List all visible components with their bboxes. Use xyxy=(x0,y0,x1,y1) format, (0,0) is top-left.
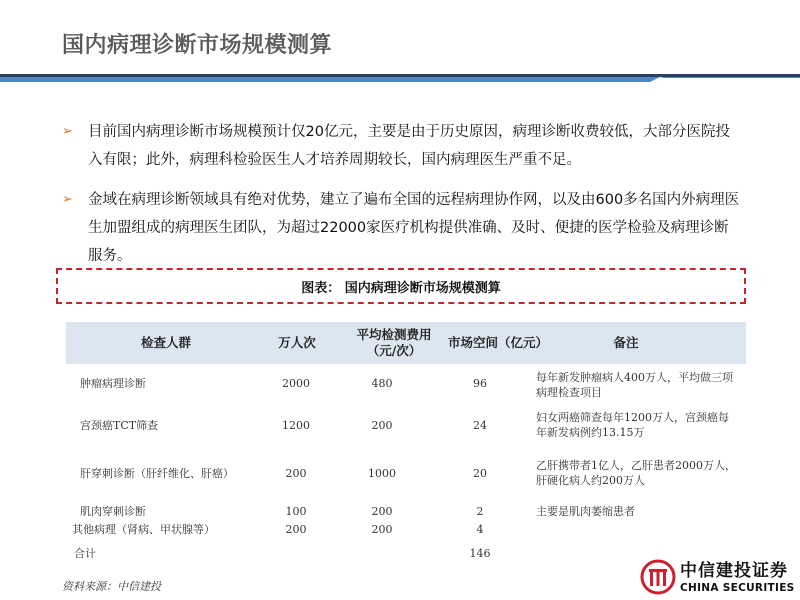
cell-group: 肝穿刺诊断（肝纤维化、肝癌） xyxy=(80,467,234,480)
cell-market: 96 xyxy=(473,377,487,390)
cell-fee: 200 xyxy=(371,505,393,518)
cell-volume: 1200 xyxy=(282,419,310,432)
cell-volume: 2000 xyxy=(282,377,310,390)
bullet-list xyxy=(62,118,742,282)
arrow-bullet-icon: ➢ xyxy=(62,192,73,207)
header-group: 检查人群 xyxy=(140,335,191,350)
cell-volume: 200 xyxy=(285,523,307,536)
total-market: 146 xyxy=(469,547,491,560)
logo-english-name: CHINA SECURITIES xyxy=(680,582,795,594)
cell-market: 20 xyxy=(473,467,487,480)
cell-group: 肌肉穿刺诊断 xyxy=(80,505,146,518)
cell-group: 宫颈癌TCT筛查 xyxy=(80,419,159,432)
figure-caption: 图表： 国内病理诊断市场规模测算 xyxy=(301,280,501,296)
cell-market: 4 xyxy=(476,523,484,536)
logo-chinese-name: 中信建投证券 xyxy=(680,561,788,581)
header-volume: 万人次 xyxy=(278,335,316,350)
cell-market: 2 xyxy=(476,505,484,518)
table-header xyxy=(66,322,746,364)
title-underline-bar xyxy=(0,70,800,84)
cell-fee: 1000 xyxy=(368,467,396,480)
cell-fee: 200 xyxy=(371,419,393,432)
cell-volume: 100 xyxy=(285,505,307,518)
source-note: 资料来源：中信建投 xyxy=(62,580,161,593)
figure-caption-box xyxy=(56,268,746,304)
total-label: 合计 xyxy=(74,547,96,560)
citic-logo-icon xyxy=(640,558,676,596)
cell-note: 妇女两癌筛查每年1200万人，宫颈癌每年新发病例约13.15万 xyxy=(536,411,729,439)
cell-group: 肿瘤病理诊断 xyxy=(80,377,146,390)
header-market: 市场空间（亿元） xyxy=(448,335,549,350)
cell-volume: 200 xyxy=(285,467,307,480)
header-note: 备注 xyxy=(613,335,639,350)
company-logo xyxy=(640,556,800,600)
page-title: 国内病理诊断市场规模测算 xyxy=(62,33,333,58)
bullet-text: 目前国内病理诊断市场规模预计仅20亿元，主要是由于历史原因，病理诊断收费较低，大部分医院投入有限；此外，病理科检验医生人才培养周期较长，国内病理医生严重不足。 xyxy=(88,124,730,168)
header-fee: 平均检测费用（元/次） xyxy=(356,327,432,358)
cell-note: 每年新发肿瘤病人400万人，平均做三项病理检查项目 xyxy=(536,371,733,399)
cell-market: 24 xyxy=(473,419,487,432)
bullet-text: 金域在病理诊断领域具有绝对优势，建立了遍布全国的远程病理协作网，以及由600多名国内外病理医生加盟组成的病理医生团队，为超过22000家医疗机构提供准确、及时、便捷的医学检验及病理诊断服务。 xyxy=(88,192,740,264)
cell-note: 主要是肌肉萎缩患者 xyxy=(536,505,635,518)
cell-fee: 200 xyxy=(371,523,393,536)
bullet-item xyxy=(62,186,742,270)
cell-fee: 480 xyxy=(371,377,393,390)
cell-note: 乙肝携带者1亿人，乙肝患者2000万人，肝硬化病人约200万人 xyxy=(536,459,736,487)
cell-group: 其他病理（肾病、甲状腺等） xyxy=(72,523,215,536)
bullet-item xyxy=(62,118,742,174)
arrow-bullet-icon: ➢ xyxy=(62,124,73,139)
